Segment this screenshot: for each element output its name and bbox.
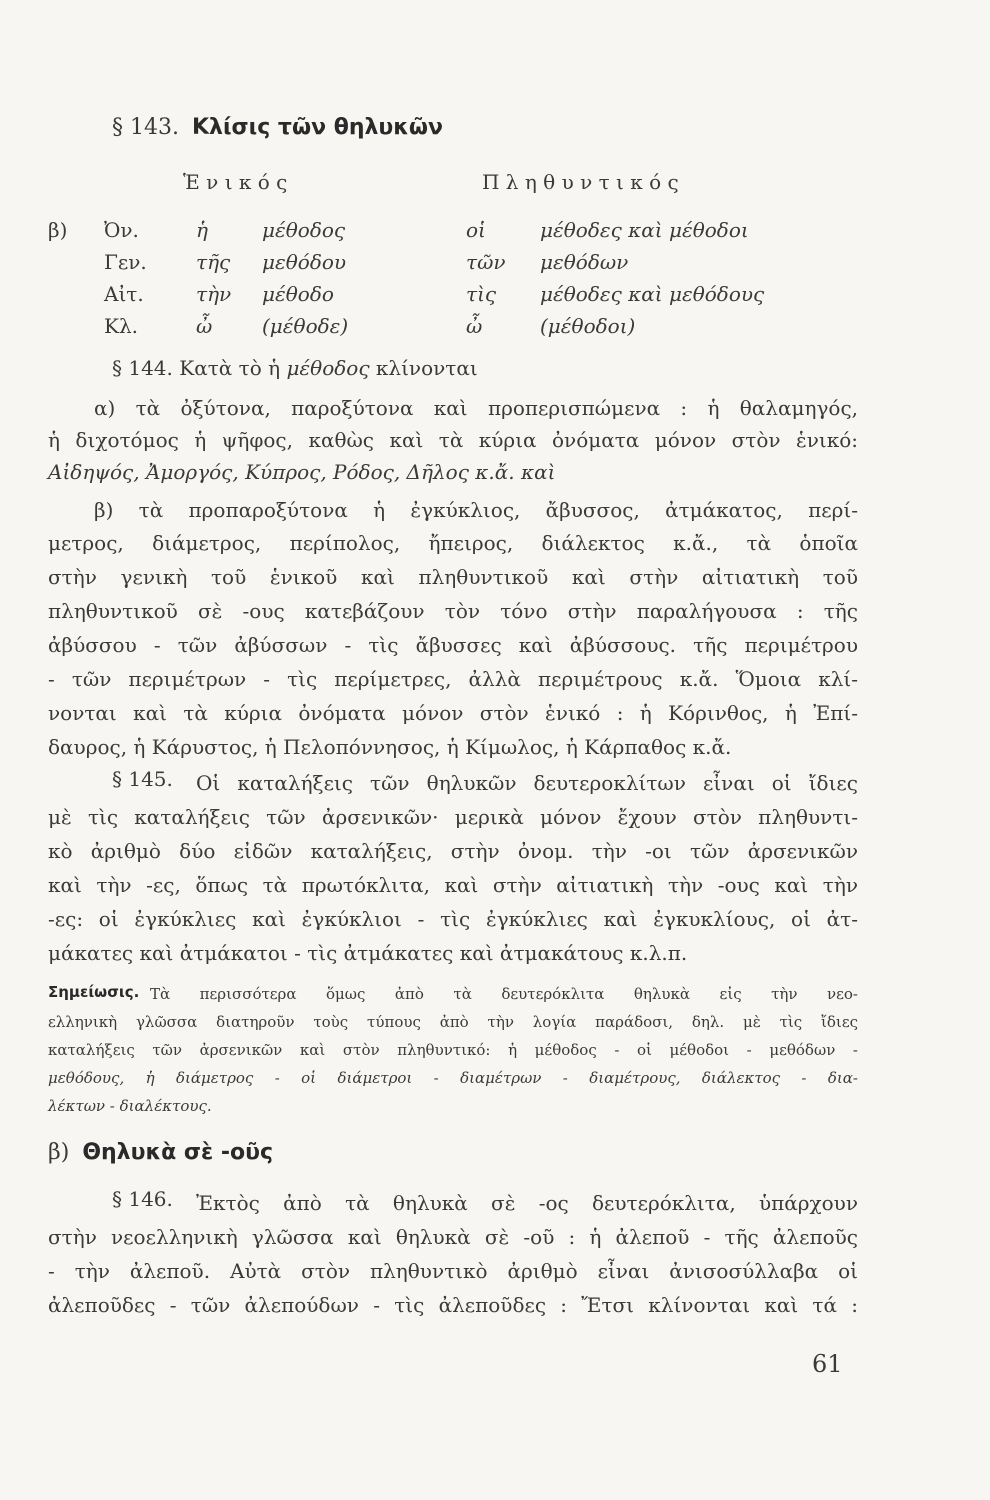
subsection-marker: β) xyxy=(48,1140,70,1165)
section-number: § 143. xyxy=(112,115,179,140)
note-line: μεθόδους, ἡ διάμετρος - οἱ διάμετροι - διαμέτρων - διαμέτρους, διάλεκτος - δια- xyxy=(48,1069,858,1087)
section-number: § 144. xyxy=(112,356,173,380)
text-line: νονται καὶ τὰ κύρια ὀνόματα μόνον στὸν ἑνικό : ἡ Κόρινθος, ἡ Ἐπί- xyxy=(48,701,858,725)
form-plural: μέθοδες καὶ μέθοδοι xyxy=(540,218,749,242)
section-number: § 145. xyxy=(112,767,173,791)
text-line: Αἰδηψός, Ἀμοργός, Κύπρος, Ρόδος, Δῆλος κ.ἄ. καὶ xyxy=(48,460,556,484)
article-singular: ὦ xyxy=(196,314,213,338)
section-title: Κλίσις τῶν θηλυκῶν xyxy=(191,115,444,140)
form-singular: μέθοδο xyxy=(262,282,334,306)
article-plural: τὶς xyxy=(466,282,497,306)
note-line: ελληνικὴ γλῶσσα διατηροῦν τοὺς τύπους ἀπὸ τὴν λογία παράδοσι, δηλ. μὲ τὶς ἴδιες xyxy=(48,1013,858,1031)
subsection-heading xyxy=(48,1140,273,1165)
section-143-heading xyxy=(112,115,443,140)
case-label: Γεν. xyxy=(104,250,147,274)
intro-italic: μέθοδος xyxy=(286,356,370,380)
form-singular: μέθοδος xyxy=(262,218,346,242)
text-line: μάκατες καὶ ἀτμάκατοι - τὶς ἀτμάκατες καὶ ἀτμακάτους κ.λ.π. xyxy=(48,941,688,965)
note-line: λέκτων - διαλέκτους. xyxy=(48,1097,212,1115)
table-marker: β) xyxy=(48,218,68,242)
form-plural: μέθοδες καὶ μεθόδους xyxy=(540,282,765,306)
text-line: α) τὰ ὀξύτονα, παροξύτονα καὶ προπερισπώμενα : ἡ θαλαμηγός, xyxy=(94,396,858,420)
article-plural: οἱ xyxy=(466,218,486,242)
text-line: Ἐκτὸς ἀπὸ τὰ θηλυκὰ σὲ -ος δευτερόκλιτα, ὑπάρχουν xyxy=(196,1191,858,1215)
text-line: μὲ τὶς καταλήξεις τῶν ἀρσενικῶν· μερικὰ μόνον ἔχουν στὸν πληθυντι- xyxy=(48,805,858,829)
intro-end: κλίνονται xyxy=(375,356,478,380)
section-144-intro xyxy=(112,356,478,380)
text-line: ἀβύσσου - τῶν ἀβύσσων - τὶς ἄβυσσες καὶ ἀβύσσους. τῆς περιμέτρου xyxy=(48,633,858,657)
article-plural: ὦ xyxy=(466,314,483,338)
text-line: ἀλεποῦδες - τῶν ἀλεπούδων - τὶς ἀλεποῦδες : Ἔτσι κλίνονται καὶ τά : xyxy=(48,1293,858,1317)
text-line: καὶ τὴν -ες, ὅπως τὰ πρωτόκλιτα, καὶ στὴν αἰτιατικὴ τὴν -ους καὶ τὴν xyxy=(48,873,858,897)
subsection-title: Θηλυκὰ σὲ -οῦς xyxy=(82,1140,274,1165)
page-number: 61 xyxy=(812,1350,843,1378)
case-label: Κλ. xyxy=(104,314,138,338)
note-line: Τὰ περισσότερα ὅμως ἀπὸ τὰ δευτερόκλιτα θηλυκὰ εἰς τὴν νεο- xyxy=(150,985,858,1003)
article-plural: τῶν xyxy=(466,250,506,274)
col-header-singular: Ἑ ν ι κ ό ς xyxy=(183,170,288,194)
text-line: - τῶν περιμέτρων - τὶς περίμετρες, ἀλλὰ περιμέτρους κ.ἄ. Ὅμοια κλί- xyxy=(48,667,858,691)
text-line: - τὴν ἀλεποῦ. Αὐτὰ στὸν πληθυντικὸ ἀριθμὸ εἶναι ἀνισοσύλλαβα οἱ xyxy=(48,1259,858,1283)
case-label: Ὀν. xyxy=(104,218,139,242)
note-line: καταλήξεις τῶν ἀρσενικῶν καὶ στὸν πληθυντικό: ἡ μέθοδος - οἱ μέθοδοι - μεθόδων - xyxy=(48,1041,858,1059)
text-line: μετρος, διάμετρος, περίπολος, ἤπειρος, διάλεκτος κ.ἄ., τὰ ὁποῖα xyxy=(48,531,858,555)
form-plural: (μέθοδοι) xyxy=(540,314,636,338)
text-line: στὴν νεοελληνικὴ γλῶσσα καὶ θηλυκὰ σὲ -οῦ : ἡ ἀλεποῦ - τῆς ἀλεποῦς xyxy=(48,1225,858,1249)
form-singular: μεθόδου xyxy=(262,250,347,274)
article-singular: τῆς xyxy=(196,250,231,274)
form-singular: (μέθοδε) xyxy=(262,314,349,338)
text-line: -ες: οἱ ἐγκύκλιες καὶ ἐγκύκλιοι - τὶς ἐγκύκλιες καὶ ἐγκυκλίους, οἱ ἀτ- xyxy=(48,907,858,931)
form-plural: μεθόδων xyxy=(540,250,629,274)
text-line: ἡ διχοτόμος ἡ ψῆφος, καθὼς καὶ τὰ κύρια ὀνόματα μόνον στὸν ἑνικό: xyxy=(48,428,858,452)
article-singular: τὴν xyxy=(196,282,232,306)
case-label: Αἰτ. xyxy=(104,282,144,306)
note-label: Σημείωσις. xyxy=(48,983,140,1001)
text-line: στὴν γενικὴ τοῦ ἑνικοῦ καὶ πληθυντικοῦ καὶ στὴν αἰτιατικὴ τοῦ xyxy=(48,565,858,589)
article-singular: ἡ xyxy=(196,218,208,242)
text-line: κὸ ἀριθμὸ δύο εἰδῶν καταλήξεις, στὴν ὀνομ. τὴν -οι τῶν ἀρσενικῶν xyxy=(48,839,858,863)
text-line: δαυρος, ἡ Κάρυστος, ἡ Πελοπόννησος, ἡ Κίμωλος, ἡ Κάρπαθος κ.ἄ. xyxy=(48,735,732,759)
section-number: § 146. xyxy=(112,1187,173,1211)
intro-text: Κατὰ τὸ ἡ xyxy=(179,356,281,380)
col-header-plural: Π λ η θ υ ν τ ι κ ό ς xyxy=(482,170,679,194)
text-line: Οἱ καταλήξεις τῶν θηλυκῶν δευτεροκλίτων εἶναι οἱ ἴδιες xyxy=(196,771,858,795)
text-line: β) τὰ προπαροξύτονα ἡ ἐγκύκλιος, ἄβυσσος, ἀτμάκατος, περί- xyxy=(94,498,858,522)
text-line: πληθυντικοῦ σὲ -ους κατεβάζουν τὸν τόνο στὴν παραλήγουσα : τῆς xyxy=(48,599,858,623)
